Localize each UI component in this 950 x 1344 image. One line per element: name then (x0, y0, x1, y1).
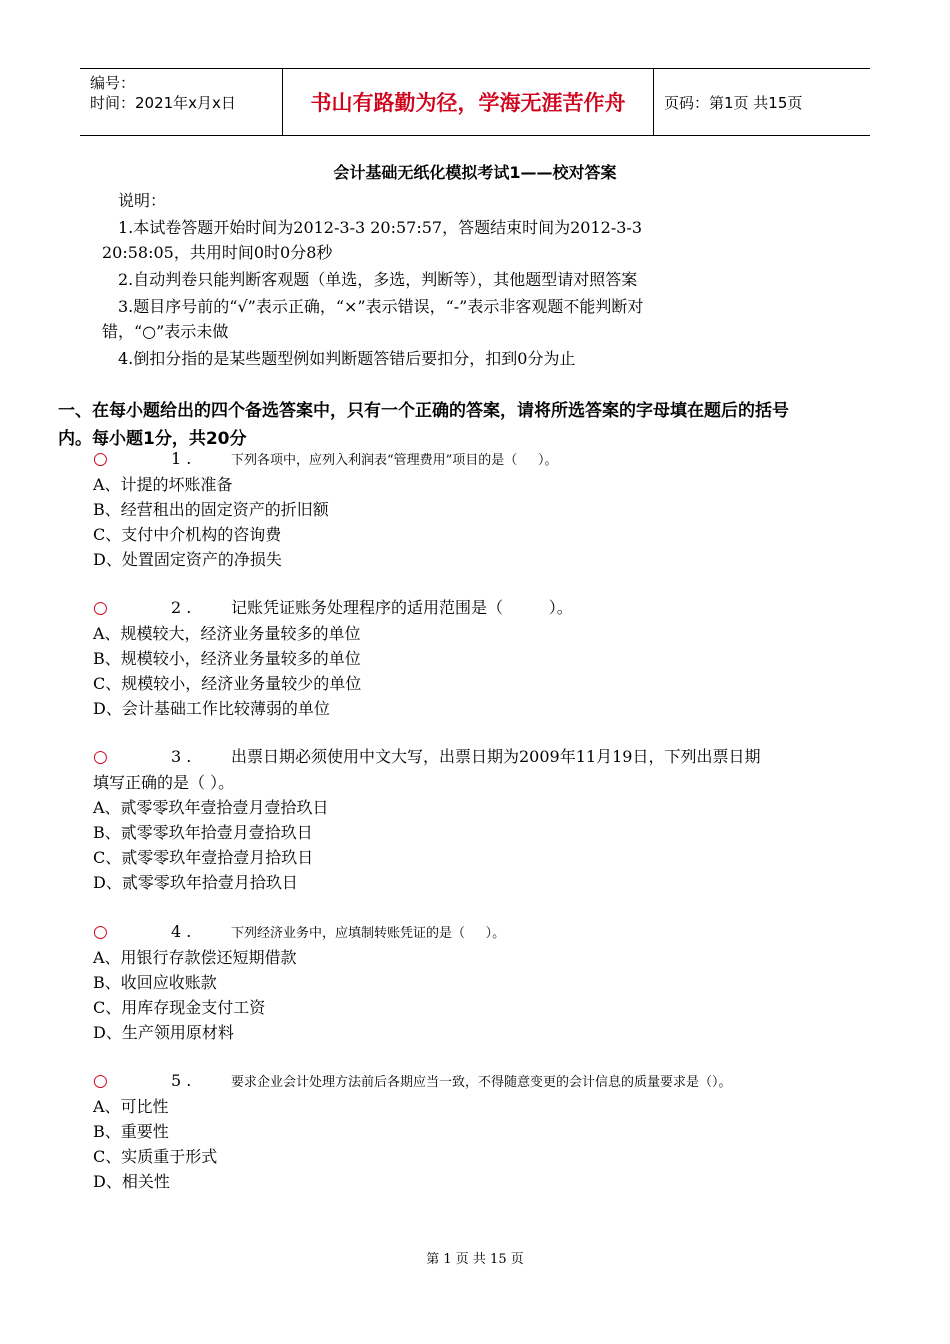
status-mark-unanswered: ○ (93, 747, 108, 767)
question-text: 下列各项中，应列入利润表“管理费用”项目的是（ ）。 (231, 453, 558, 468)
note-3: 3.题目序号前的“√”表示正确，“×”表示错误，“-”表示非客观题不能判断对 (118, 297, 644, 316)
option-a[interactable]: A、用银行存款偿还短期借款 (93, 948, 297, 967)
option-d[interactable]: D、贰零零玖年拾壹月拾玖日 (93, 873, 298, 892)
option-b[interactable]: B、规模较小，经济业务量较多的单位 (93, 649, 361, 668)
note-1-cont: 20:58:05，共用时间0时0分8秒 (102, 243, 333, 262)
question-number: 4 . (171, 922, 192, 941)
number-label: 编号： (90, 74, 136, 92)
question-3 (93, 744, 893, 895)
note-3-cont: 错，“○”表示未做 (102, 322, 229, 341)
question-1 (93, 446, 893, 572)
question-number: 5 . (171, 1071, 192, 1090)
header-motto: 书山有路勤为径，学海无涯苦作舟 (282, 69, 654, 135)
header-meta (80, 69, 282, 135)
question-number: 2 . (171, 598, 192, 617)
section-heading-line1: 一、在每小题给出的四个备选答案中，只有一个正确的答案，请将所选答案的字母填在题后的括号 (58, 401, 789, 421)
option-b[interactable]: B、经营租出的固定资产的折旧额 (93, 500, 329, 519)
question-number: 3 . (171, 747, 192, 766)
question-number: 1 . (171, 449, 192, 468)
option-a[interactable]: A、贰零零玖年壹拾壹月壹拾玖日 (93, 798, 329, 817)
note-2: 2.自动判卷只能判断客观题（单选，多选，判断等），其他题型请对照答案 (118, 270, 638, 289)
option-a[interactable]: A、规模较大，经济业务量较多的单位 (93, 624, 361, 643)
status-mark-unanswered: ○ (93, 922, 108, 942)
question-4 (93, 919, 893, 1045)
option-c[interactable]: C、用库存现金支付工资 (93, 998, 266, 1017)
option-d[interactable]: D、相关性 (93, 1172, 170, 1191)
option-c[interactable]: C、规模较小，经济业务量较少的单位 (93, 674, 362, 693)
option-b[interactable]: B、贰零零玖年拾壹月壹拾玖日 (93, 823, 313, 842)
question-text: 出票日期必须使用中文大写，出票日期为2009年11月19日，下列出票日期 (231, 747, 761, 766)
option-a[interactable]: A、可比性 (93, 1097, 169, 1116)
question-text-cont: 填写正确的是（ ）。 (93, 773, 235, 792)
status-mark-unanswered: ○ (93, 598, 108, 618)
option-c[interactable]: C、支付中介机构的咨询费 (93, 525, 282, 544)
note-4: 4.倒扣分指的是某些题型例如判断题答错后要扣分，扣到0分为止 (118, 349, 576, 368)
notes-heading: 说明： (118, 191, 167, 210)
page-footer: 第 1 页 共 15 页 (426, 1252, 524, 1267)
option-b[interactable]: B、重要性 (93, 1122, 169, 1141)
option-b[interactable]: B、收回应收账款 (93, 973, 217, 992)
option-d[interactable]: D、生产领用原材料 (93, 1023, 234, 1042)
status-mark-unanswered: ○ (93, 449, 108, 469)
option-c[interactable]: C、实质重于形式 (93, 1147, 218, 1166)
option-d[interactable]: D、处置固定资产的净损失 (93, 550, 282, 569)
header-page-info: 页码：第1页 共15页 (664, 93, 803, 112)
question-2 (93, 595, 893, 721)
question-text: 记账凭证账务处理程序的适用范围是（ ）。 (231, 598, 573, 617)
section-heading-line2: 内。每小题1分，共20分 (58, 429, 247, 449)
option-d[interactable]: D、会计基础工作比较薄弱的单位 (93, 699, 330, 718)
status-mark-unanswered: ○ (93, 1071, 108, 1091)
question-5 (93, 1068, 893, 1194)
option-a[interactable]: A、计提的坏账准备 (93, 475, 233, 494)
question-text: 要求企业会计处理方法前后各期应当一致，不得随意变更的会计信息的质量要求是（）。 (231, 1075, 732, 1090)
instructions (102, 188, 838, 371)
note-1: 1.本试卷答题开始时间为2012-3-3 20:57:57，答题结束时间为2012-3-3 (118, 218, 642, 237)
date-label: 时间：2021年x月x日 (90, 94, 236, 112)
page-header (80, 68, 870, 136)
section-heading (58, 397, 888, 453)
question-text: 下列经济业务中，应填制转账凭证的是（ ）。 (231, 926, 506, 941)
document-title: 会计基础无纸化模拟考试1——校对答案 (333, 163, 617, 182)
option-c[interactable]: C、贰零零玖年壹拾壹月拾玖日 (93, 848, 314, 867)
